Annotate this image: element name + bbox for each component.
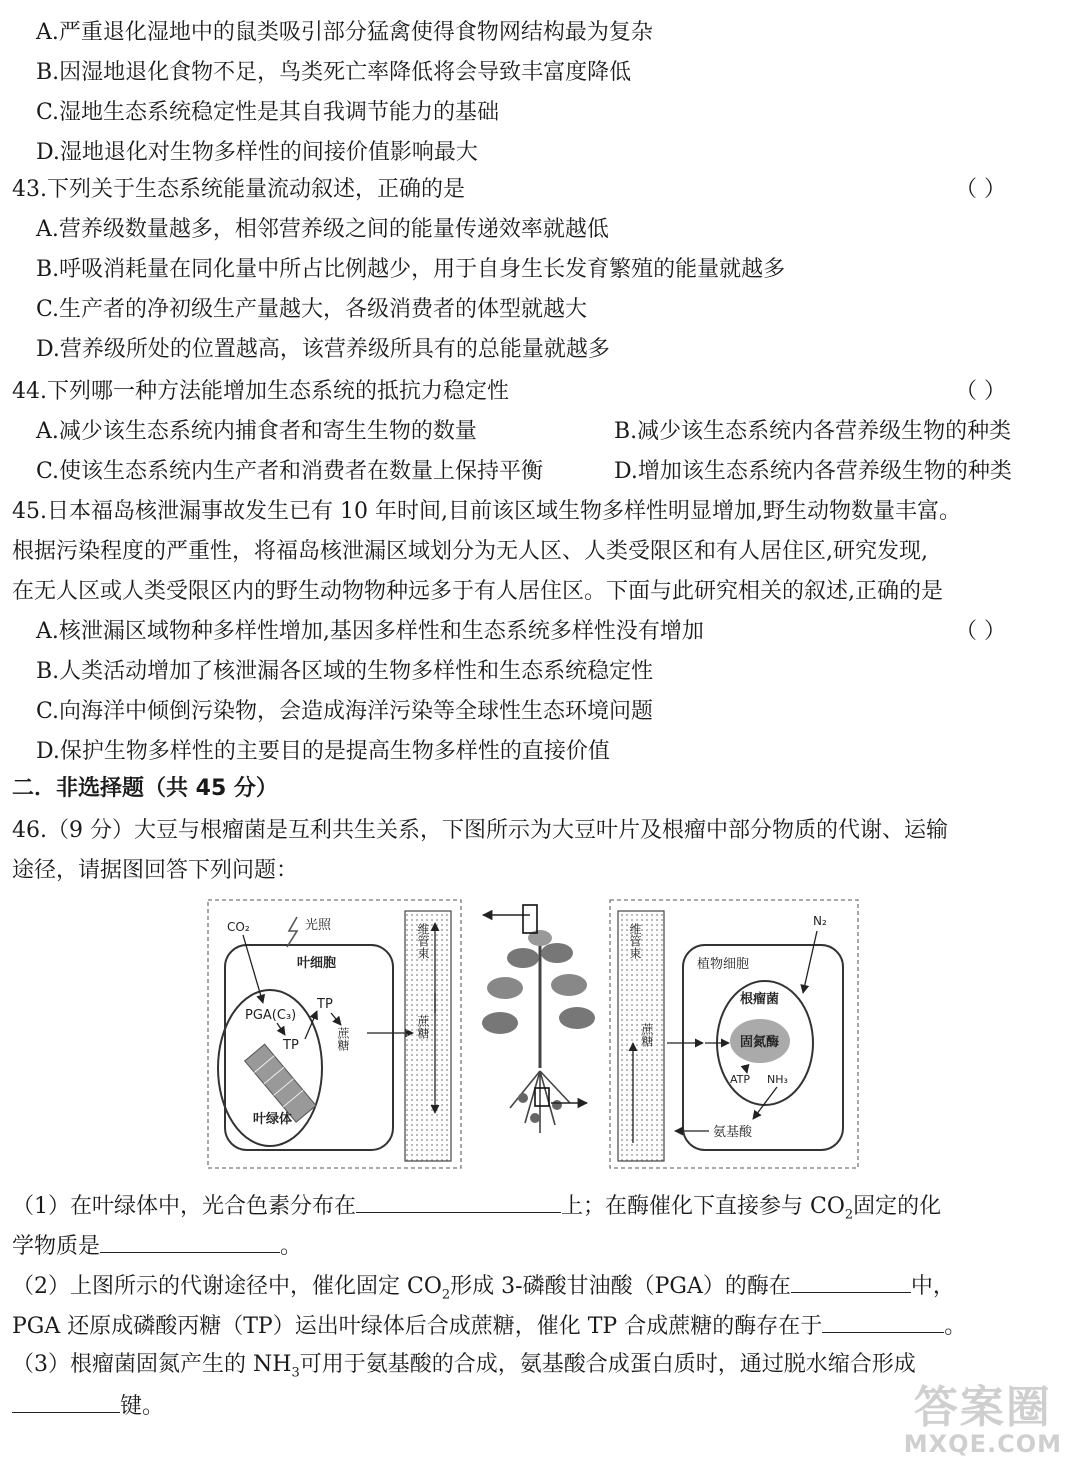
leaf-vascular-label: 维管束 bbox=[416, 923, 430, 959]
q46-sub2-blank-2[interactable] bbox=[822, 1310, 944, 1333]
q46-sub2-text-e: 。 bbox=[944, 1314, 967, 1339]
q46-sub3-line2 bbox=[12, 1390, 164, 1422]
watermark-logo bbox=[903, 1382, 1062, 1458]
n2-label: N₂ bbox=[813, 914, 827, 928]
q46-sub1-co2-subscript: 2 bbox=[844, 1207, 854, 1223]
watermark-line1: 答案圈 bbox=[913, 1382, 1052, 1433]
amino-acid-label: 氨基酸 bbox=[713, 1125, 753, 1140]
q46-sub1-line1 bbox=[12, 1190, 941, 1230]
q46-sub1-line2 bbox=[12, 1230, 302, 1262]
q46-sub1-blank-2[interactable] bbox=[100, 1230, 280, 1253]
q45-option-a: A.核泄漏区域物种多样性增加,基因多样性和生态系统多样性没有增加 bbox=[36, 619, 704, 644]
q46-sub3-text-a: （3）根瘤菌固氮产生的 NH bbox=[12, 1352, 292, 1377]
co2-label: CO₂ bbox=[227, 920, 250, 934]
q46-sub1-text-a: （1）在叶绿体中，光合色素分布在 bbox=[12, 1194, 356, 1219]
q46-sub2-blank-1[interactable] bbox=[791, 1270, 911, 1293]
watermark-line2: MXQE.COM bbox=[903, 1430, 1062, 1458]
q45-stem-line1: 45.日本福岛核泄漏事故发生已有 10 年时间,目前该区域生物多样性明显增加,野生动物数量丰富。 bbox=[12, 499, 961, 524]
q46-sub3-text-b: 可用于氨基酸的合成，氨基酸合成蛋白质时，通过脱水缩合形成 bbox=[299, 1352, 916, 1377]
q42-option-b: B.因湿地退化食物不足，鸟类死亡率降低将会导致丰富度降低 bbox=[36, 60, 632, 85]
nitrogenase-label: 固氮酶 bbox=[740, 1035, 780, 1050]
q46-sub2-text-a: （2）上图所示的代谢途径中，催化固定 CO bbox=[12, 1274, 442, 1299]
q43-option-c: C.生产者的净初级生产量越大，各级消费者的体型就越大 bbox=[36, 297, 588, 322]
soybean-plant-icon bbox=[482, 905, 595, 1133]
plant-cell-label: 植物细胞 bbox=[697, 957, 750, 972]
leaf-cell-label: 叶细胞 bbox=[297, 956, 337, 971]
q46-sub2-text-b: 形成 3-磷酸甘油酸（PGA）的酶在 bbox=[450, 1274, 791, 1299]
q43-stem: 43.下列关于生态系统能量流动叙述，正确的是 bbox=[12, 177, 465, 202]
q46-sub2-text-d: PGA 还原成磷酸丙糖（TP）运出叶绿体后合成蔗糖，催化 TP 合成蔗糖的酶存在于 bbox=[12, 1314, 823, 1339]
q42-option-c: C.湿地生态系统稳定性是其自我调节能力的基础 bbox=[36, 100, 500, 125]
nh3-label: NH₃ bbox=[767, 1073, 788, 1086]
pga-label: PGA(C₃) bbox=[245, 1008, 297, 1023]
section-heading: 二．非选择题（共 45 分） bbox=[12, 776, 278, 801]
q46-sub2-text-c: 中， bbox=[910, 1274, 955, 1299]
q43-option-d: D.营养级所处的位置越高，该营养级所具有的总能量就越多 bbox=[36, 337, 610, 362]
soybean-metabolism-figure bbox=[205, 893, 860, 1173]
q46-sub1-text-c: 固定的化 bbox=[853, 1194, 942, 1219]
q44-option-d: D.增加该生态系统内各营养级生物的种类 bbox=[614, 459, 1012, 484]
q44-option-a: A.减少该生态系统内捕食者和寄生生物的数量 bbox=[36, 419, 477, 444]
q45-option-c: C.向海洋中倾倒污染物，会造成海洋污染等全球性生态环境问题 bbox=[36, 699, 654, 724]
q46-sub3-blank[interactable] bbox=[12, 1390, 120, 1413]
leaf-sucrose-label: 蔗糖 bbox=[336, 1027, 350, 1051]
tp-inner-label: TP bbox=[283, 1038, 299, 1053]
q44-option-c: C.使该生态系统内生产者和消费者在数量上保持平衡 bbox=[36, 459, 544, 484]
q43-answer-paren: （ ） bbox=[955, 177, 1006, 202]
q45-answer-paren: （ ） bbox=[955, 619, 1006, 644]
q45-option-b: B.人类活动增加了核泄漏各区域的生物多样性和生态系统稳定性 bbox=[36, 659, 654, 684]
q46-sub3-line1 bbox=[12, 1350, 916, 1388]
q46-sub2-line1 bbox=[12, 1270, 955, 1310]
q46-stem-line1: 46.（9 分）大豆与根瘤菌是互利共生关系，下图所示为大豆叶片及根瘤中部分物质的代谢、运输 bbox=[12, 818, 948, 843]
q44-stem: 44.下列哪一种方法能增加生态系统的抵抗力稳定性 bbox=[12, 379, 509, 404]
lightning-icon bbox=[287, 917, 297, 947]
q44-answer-paren: （ ） bbox=[955, 379, 1006, 404]
q45-stem-line2: 根据污染程度的严重性，将福岛核泄漏区域划分为无人区、人类受限区和有人居住区,研究发现, bbox=[12, 539, 928, 564]
q45-stem-line3: 在无人区或人类受限区内的野生动物物种远多于有人居住区。下面与此研究相关的叙述,正确的是 bbox=[12, 579, 943, 604]
q46-sub1-blank-1[interactable] bbox=[356, 1190, 561, 1213]
rhizobium-label: 根瘤菌 bbox=[740, 992, 780, 1007]
q46-sub2-co2-subscript: 2 bbox=[441, 1287, 451, 1303]
q46-sub2-line2 bbox=[12, 1310, 966, 1342]
root-vascular-sucrose-label: 蔗糖 bbox=[640, 1023, 654, 1047]
tp-outer-label: TP bbox=[317, 997, 333, 1012]
leaf-vascular-sucrose-label: 蔗糖 bbox=[416, 1015, 430, 1039]
q46-sub1-text-d: 学物质是 bbox=[12, 1234, 101, 1259]
atp-label: ATP bbox=[730, 1073, 751, 1086]
q44-option-b: B.减少该生态系统内各营养级生物的种类 bbox=[614, 419, 1012, 444]
q46-sub1-text-e: 。 bbox=[280, 1234, 303, 1259]
q46-sub3-nh3-subscript: 3 bbox=[291, 1365, 300, 1381]
chloroplast-label: 叶绿体 bbox=[253, 1112, 293, 1127]
q42-option-d: D.湿地退化对生物多样性的间接价值影响最大 bbox=[36, 140, 478, 165]
q45-option-d: D.保护生物多样性的主要目的是提高生物多样性的直接价值 bbox=[36, 739, 610, 764]
thylakoid-stack-icon bbox=[245, 1044, 316, 1122]
q46-stem-line2: 途径，请据图回答下列问题： bbox=[12, 858, 299, 883]
light-label: 光照 bbox=[305, 918, 332, 933]
q42-option-a: A.严重退化湿地中的鼠类吸引部分猛禽使得食物网结构最为复杂 bbox=[36, 20, 653, 45]
q43-option-a: A.营养级数量越多，相邻营养级之间的能量传递效率就越低 bbox=[36, 217, 609, 242]
q46-sub3-text-c: 键。 bbox=[120, 1394, 165, 1419]
q46-sub1-text-b: 上；在酶催化下直接参与 CO bbox=[561, 1194, 845, 1219]
q43-option-b: B.呼吸消耗量在同化量中所占比例越少，用于自身生长发育繁殖的能量就越多 bbox=[36, 257, 786, 282]
root-vascular-label: 维管束 bbox=[628, 923, 642, 959]
